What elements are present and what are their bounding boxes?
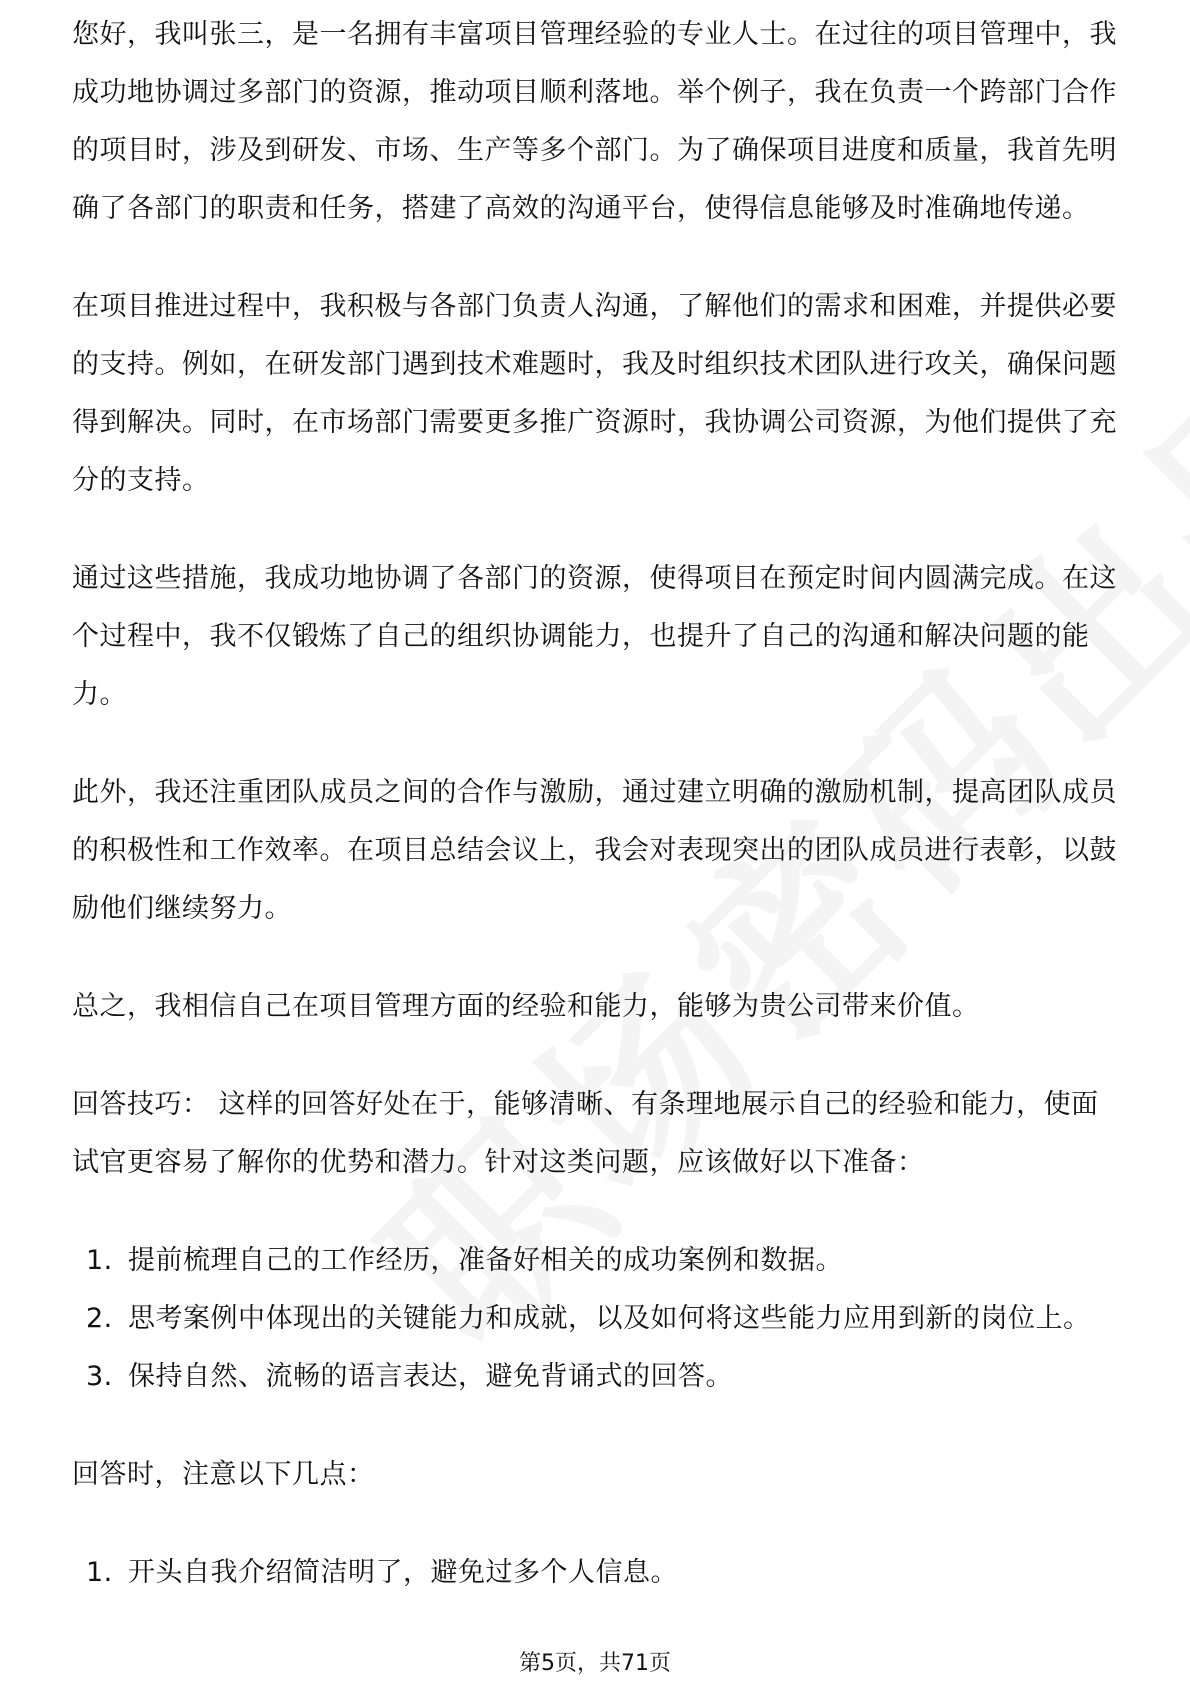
notes-list: [72, 1544, 1122, 1602]
paragraph-team: 此外，我还注重团队成员之间的合作与激励，通过建立明确的激励机制，提高团队成员的积极性和工作效率。在项目总结会议上，我会对表现突出的团队成员进行表彰，以鼓励他们继续努力。: [72, 777, 1117, 924]
page-number: 第5页，共71页: [519, 1651, 671, 1676]
list-item-text: 开头自我介绍简洁明了，避免过多个人信息。: [128, 1557, 678, 1588]
document-content: [72, 19, 1122, 1642]
list-item: [72, 1544, 1122, 1602]
list-item-text: 提前梳理自己的工作经历，准备好相关的成功案例和数据。: [128, 1245, 843, 1276]
paragraph-progress: 在项目推进过程中，我积极与各部门负责人沟通，了解他们的需求和困难，并提供必要的支持。例如，在研发部门遇到技术难题时，我及时组织技术团队进行攻关，确保问题得到解决。同时，在市场部门需要更多推广资源时，我协调公司资源，为他们提供了充分的支持。: [72, 291, 1117, 496]
paragraph-tips: 回答技巧： 这样的回答好处在于，能够清晰、有条理地展示自己的经验和能力，使面试官更容易了解你的优势和潜力。针对这类问题，应该做好以下准备：: [72, 1089, 1099, 1178]
list-item-number: 3.: [86, 1361, 113, 1392]
list-item: [72, 1290, 1122, 1348]
list-item: [72, 1348, 1122, 1406]
list-item-number: 1.: [86, 1557, 113, 1588]
list-item: [72, 1232, 1122, 1290]
list-item-number: 2.: [86, 1303, 113, 1334]
prep-list: [72, 1232, 1122, 1406]
list-item-text: 思考案例中体现出的关键能力和成就，以及如何将这些能力应用到新的岗位上。: [128, 1303, 1091, 1334]
list-item-text: 保持自然、流畅的语言表达，避免背诵式的回答。: [128, 1361, 733, 1392]
paragraph-intro: 您好，我叫张三，是一名拥有丰富项目管理经验的专业人士。在过往的项目管理中，我成功地协调过多部门的资源，推动项目顺利落地。举个例子，我在负责一个跨部门合作的项目时，涉及到研发、市场、生产等多个部门。为了确保项目进度和质量，我首先明确了各部门的职责和任务，搭建了高效的沟通平台，使得信息能够及时准确地传递。: [72, 19, 1117, 224]
paragraph-summary: 总之，我相信自己在项目管理方面的经验和能力，能够为贵公司带来价值。: [72, 991, 980, 1022]
paragraph-notes: 回答时，注意以下几点：: [72, 1459, 375, 1490]
paragraph-result: 通过这些措施，我成功地协调了各部门的资源，使得项目在预定时间内圆满完成。在这个过程中，我不仅锻炼了自己的组织协调能力，也提升了自己的沟通和解决问题的能力。: [72, 563, 1117, 710]
list-item-number: 1.: [86, 1245, 113, 1276]
